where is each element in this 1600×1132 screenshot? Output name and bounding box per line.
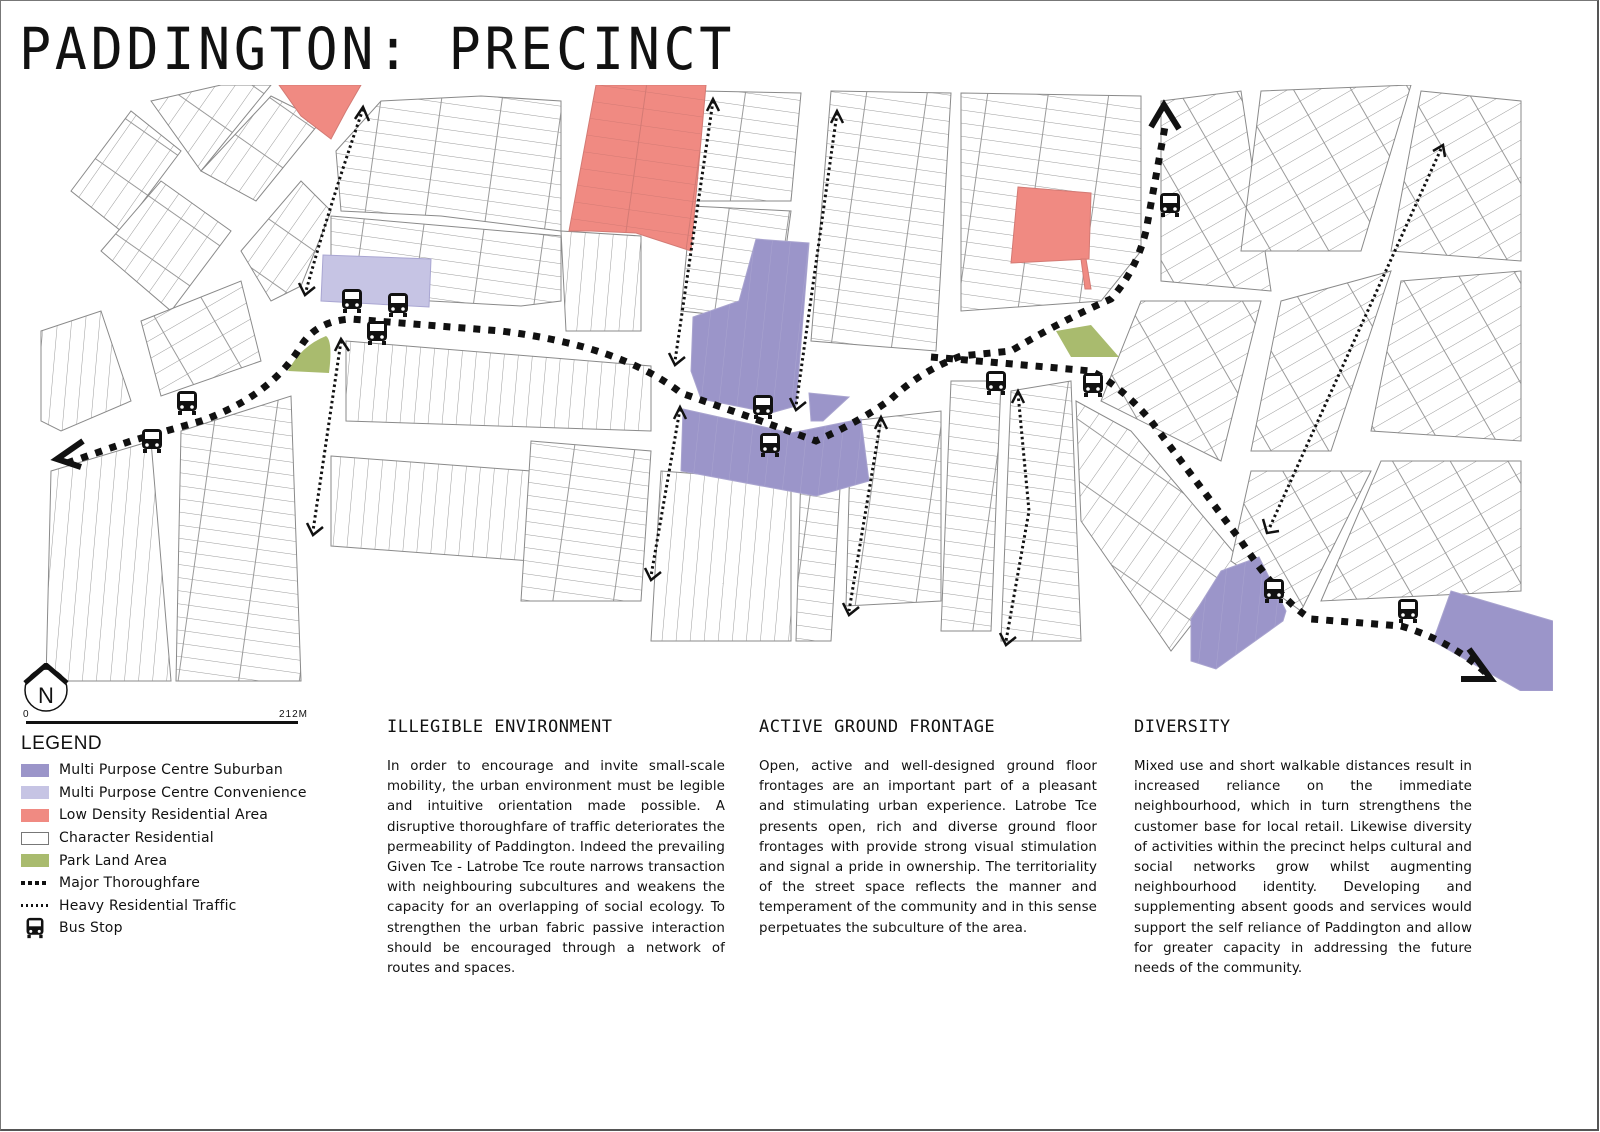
svg-text:N: N — [38, 683, 54, 708]
page-title: PADDINGTON: PRECINCT — [19, 15, 736, 83]
swatch-outline — [21, 832, 49, 845]
legend-item-major-thoroughfare: Major Thoroughfare — [21, 872, 351, 895]
legend-item-park-land: Park Land Area — [21, 849, 351, 872]
section-heading: DIVERSITY — [1134, 717, 1231, 737]
section-heading: ILLEGIBLE ENVIRONMENT — [387, 717, 613, 737]
bus-icon — [21, 917, 49, 939]
legend-item-multi-purpose-convenience: Multi Purpose Centre Convenience — [21, 782, 351, 805]
section-heading: ACTIVE GROUND FRONTAGE — [759, 717, 996, 737]
swatch-red — [21, 809, 49, 822]
legend-item-low-density-residential: Low Density Residential Area — [21, 804, 351, 827]
section-diversity — [1134, 717, 1472, 979]
section-active-ground-frontage — [759, 717, 1097, 939]
swatch-green — [21, 854, 49, 867]
legend-item-heavy-residential-traffic: Heavy Residential Traffic — [21, 895, 351, 918]
section-illegible-environment — [387, 717, 725, 979]
major-thoroughfare-line-icon — [21, 881, 49, 885]
scale-bar — [21, 709, 313, 733]
scale-end-label: 212M — [279, 709, 309, 720]
section-body: Mixed use and short walkable distances result in increased reliance on the immediate neighbourhood, which in turn strengthens the customer base for local retail. Likewise diversity of activities within the precinct helps cultural and social networks grow whilst augmenting neighbourhood identity. Developing and supplementing absent goods and services would support the self reliance of Paddington and allow for greater capacity in addressing the future needs of the community. — [1134, 759, 1472, 977]
legend — [21, 733, 351, 940]
multi-purpose-convenience-area — [321, 255, 431, 307]
swatch-purple — [21, 764, 49, 777]
scale-start-label: 0 — [23, 709, 29, 720]
legend-item-character-residential: Character Residential — [21, 827, 351, 850]
swatch-lavender — [21, 786, 49, 799]
scale-line — [26, 721, 298, 724]
precinct-map — [37, 85, 1553, 691]
section-body: Open, active and well-designed ground floor frontages are an important part of a pleasant and stimulating urban experience. Latrobe Tce presents open, rich and diverse ground floor frontages with provide strong visual stimulation and signal a pride in ownership. The territoriality of the street space reflects the manner and temperament of the community and in this sense perpetuates the subculture of the area. — [759, 759, 1097, 936]
heavy-traffic-line-icon — [21, 904, 49, 907]
legend-item-multi-purpose-suburban: Multi Purpose Centre Suburban — [21, 759, 351, 782]
north-arrow-icon — [21, 663, 71, 713]
legend-title: LEGEND — [21, 733, 103, 754]
section-body: In order to encourage and invite small-scale mobility, the urban environment must be legible and intuitive orientation made possible. A disruptive thoroughfare of traffic deteriorates the permeability of Paddington. Indeed the prevailing Given Tce - Latrobe Tce route narrows transaction with neighbouring subcultures and weakens the capacity for an overlapping of social ecology. To strengthen the urban fabric passive interaction should be encouraged through a network of routes and spaces. — [387, 759, 725, 977]
legend-item-bus-stop: Bus Stop — [21, 917, 351, 940]
